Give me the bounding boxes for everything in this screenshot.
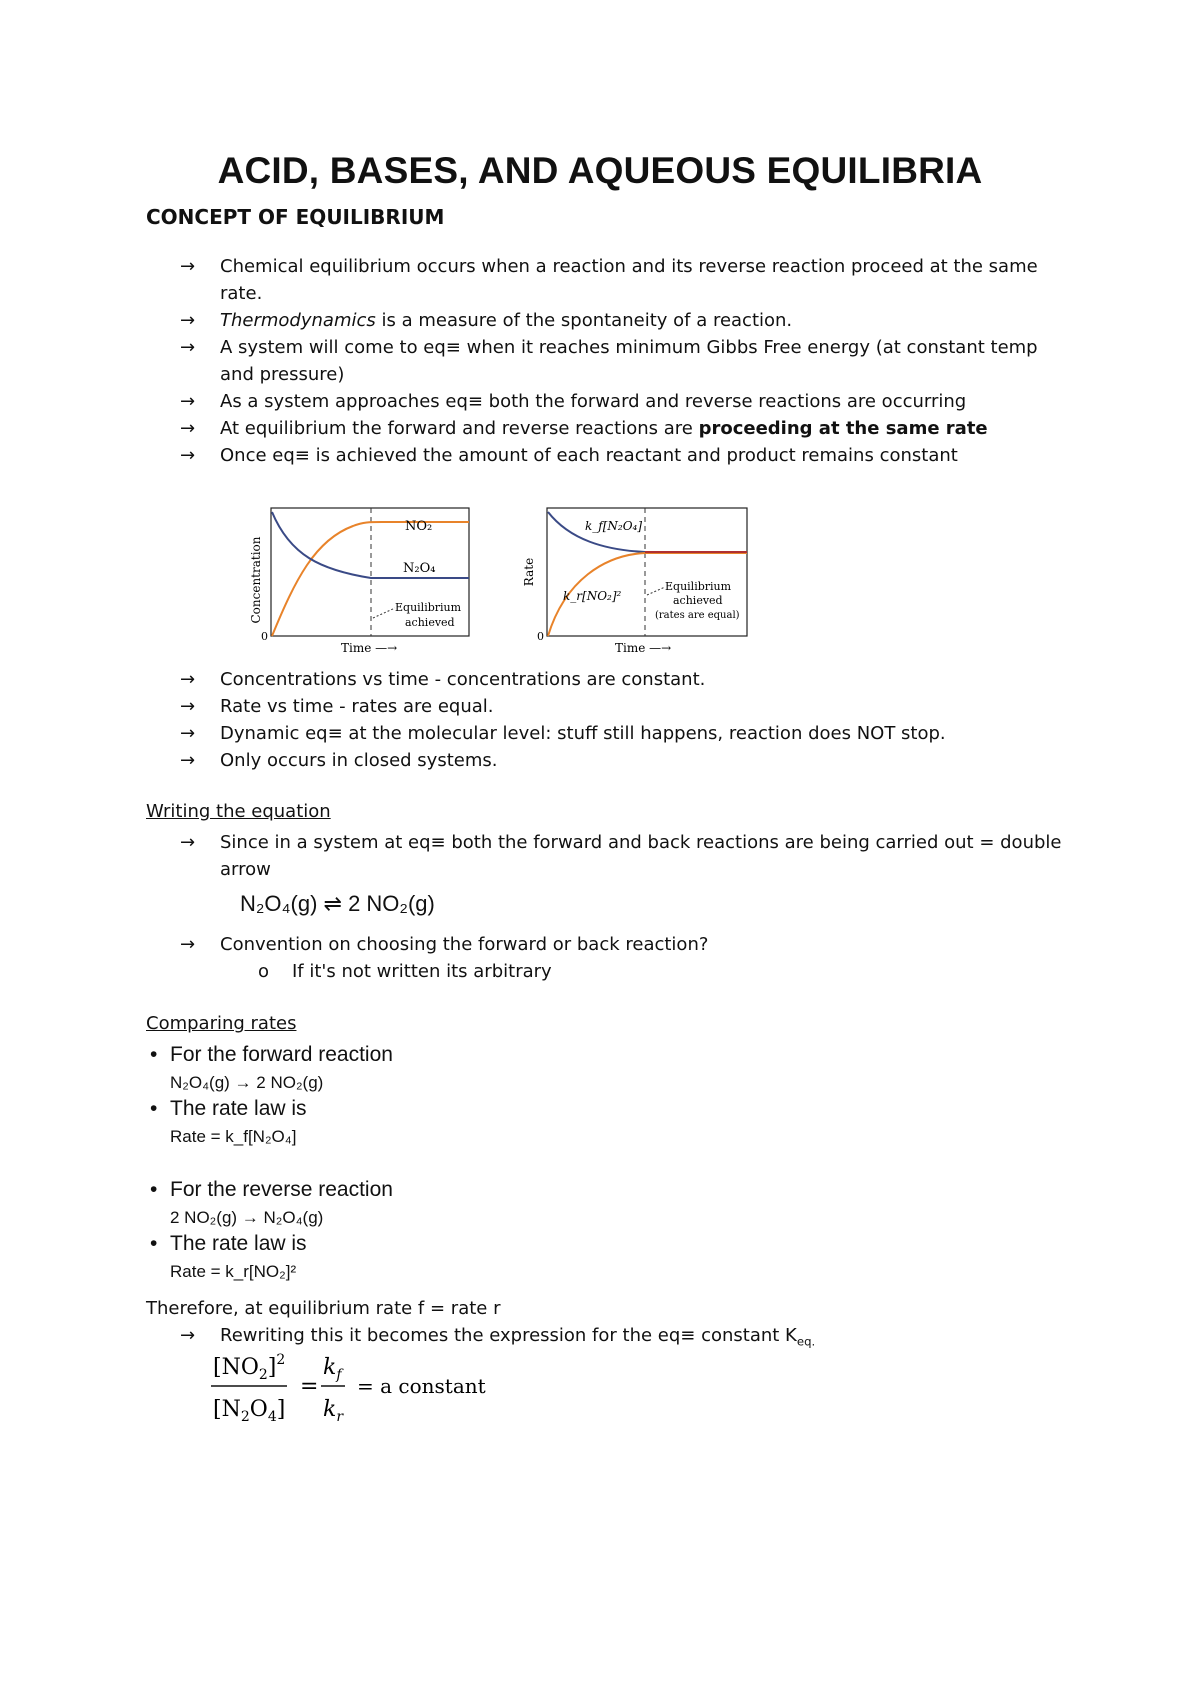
page-title: ACID, BASES, AND AQUEOUS EQUILIBRIA: [217, 150, 983, 191]
rate-equation: N₂O₄(g) → 2 NO₂(g): [170, 1073, 324, 1092]
rewrite-text: Rewriting this it becomes the expression for the eq≡ constant K: [220, 1325, 797, 1346]
bullet-text: arrow: [220, 859, 271, 880]
bullet-text: [220, 307, 792, 334]
bullet-text: Since in a system at eq≡ both the forward and back reactions are being carried out = double: [220, 832, 1062, 853]
bullet-text: Rate vs time - rates are equal.: [220, 696, 494, 717]
arrow-bullet-icon: →: [180, 391, 196, 412]
dot-bullet-icon: •: [150, 1043, 158, 1066]
concentration-vs-time-graph: [245, 500, 475, 660]
bullet-text: As a system approaches eq≡ both the forward and reverse reactions are occurring: [220, 391, 967, 412]
equals-sign: =: [300, 1374, 319, 1399]
arrow-bullet-icon: →: [180, 696, 196, 717]
arrow-bullet-icon: →: [180, 750, 196, 771]
y-axis-label: Concentration: [249, 536, 263, 624]
arrow-bullet-icon: →: [180, 256, 196, 277]
origin-label: 0: [537, 630, 544, 643]
arrow-bullet-icon: →: [180, 337, 196, 358]
subheading-comparing-rates: Comparing rates: [146, 1013, 297, 1034]
equilibrium-label-2: achieved: [405, 616, 455, 629]
rate-equation: 2 NO₂(g) → N₂O₄(g): [170, 1208, 324, 1227]
forward-rate-label: k_f[N₂O₄]: [585, 519, 643, 533]
bullet-text: rate.: [220, 283, 263, 304]
rate-equation: Rate = k_r[NO₂]²: [170, 1262, 297, 1281]
therefore-text: Therefore, at equilibrium rate f = rate r: [146, 1298, 501, 1319]
sub-bullet-text: If it's not written its arbitrary: [292, 961, 552, 982]
equilibrium-label-1: Equilibrium: [395, 601, 462, 614]
rate-equation: Rate = k_f[N₂O₄]: [170, 1127, 297, 1146]
rate-bullet-text: The rate law is: [170, 1232, 307, 1255]
bullet-text: Once eq≡ is achieved the amount of each reactant and product remains constant: [220, 445, 958, 466]
bullet-text: Only occurs in closed systems.: [220, 750, 498, 771]
bullet-text-rest: is a measure of the spontaneity of a reaction.: [375, 310, 793, 331]
equilibrium-label-2: achieved: [673, 594, 723, 607]
y-axis-label: Rate: [522, 557, 536, 587]
origin-label: 0: [261, 630, 268, 643]
rate-bullet-text: For the forward reaction: [170, 1043, 393, 1066]
bullet-text: Concentrations vs time - concentrations are constant.: [220, 669, 706, 690]
denominator-n2o4: $[N_2O_4]$: [213, 1397, 286, 1425]
bold-phrase: proceeding at the same rate: [698, 418, 988, 439]
arrow-bullet-icon: →: [180, 723, 196, 744]
equilibrium-constant-expression: [205, 1348, 505, 1428]
bullet-text: A system will come to eq≡ when it reaches minimum Gibbs Free energy (at constant temp: [220, 337, 1038, 358]
rate-bullet-text: The rate law is: [170, 1097, 307, 1120]
arrow-bullet-icon: →: [180, 1325, 196, 1346]
subheading-writing-equation: Writing the equation: [146, 801, 331, 822]
section-heading-equilibrium: CONCEPT OF EQUILIBRIUM: [146, 205, 445, 229]
dot-bullet-icon: •: [150, 1232, 158, 1255]
equilibrium-label-1: Equilibrium: [665, 580, 732, 593]
arrow-bullet-icon: →: [180, 418, 196, 439]
rate-vs-time-graph: [522, 500, 755, 660]
numerator-no2: $[NO_2]^2$: [213, 1352, 286, 1383]
bullet-text-start: At equilibrium the forward and reverse reactions are: [220, 418, 699, 439]
kr-denominator: $k_r$: [323, 1397, 344, 1425]
n2o4-label: N₂O₄: [403, 561, 436, 576]
arrow-bullet-icon: →: [180, 310, 196, 331]
forward-rate-curve: [548, 512, 747, 552]
italic-term: Thermodynamics: [220, 310, 376, 331]
x-axis-label: Time —→: [615, 641, 672, 655]
rate-bullet-text: For the reverse reaction: [170, 1178, 393, 1201]
arrow-bullet-icon: →: [180, 934, 196, 955]
x-axis-label: Time —→: [341, 641, 398, 655]
bullet-text: [220, 415, 988, 442]
circle-bullet-icon: o: [258, 961, 270, 982]
equilibrium-equation: N₂O₄(g) ⇌ 2 NO₂(g): [240, 891, 435, 916]
arrow-bullet-icon: →: [180, 445, 196, 466]
dot-bullet-icon: •: [150, 1097, 158, 1120]
reverse-rate-label: k_r[NO₂]²: [563, 589, 622, 603]
bullet-text: Dynamic eq≡ at the molecular level: stuff still happens, reaction does NOT stop.: [220, 723, 946, 744]
pointer-line: [373, 608, 395, 618]
kf-numerator: $k_f$: [323, 1355, 342, 1383]
pointer-line: [647, 587, 665, 595]
dot-bullet-icon: •: [150, 1178, 158, 1201]
constant-text: = a constant: [357, 1374, 486, 1398]
bullet-text: Convention on choosing the forward or back reaction?: [220, 934, 709, 955]
bullet-text: and pressure): [220, 364, 345, 385]
bullet-text: Chemical equilibrium occurs when a reaction and its reverse reaction proceed at the same: [220, 256, 1038, 277]
no2-label: NO₂: [405, 519, 433, 534]
keq-subscript: eq.: [796, 1334, 816, 1349]
arrow-bullet-icon: →: [180, 832, 196, 853]
equilibrium-label-3: (rates are equal): [655, 610, 740, 621]
arrow-bullet-icon: →: [180, 669, 196, 690]
